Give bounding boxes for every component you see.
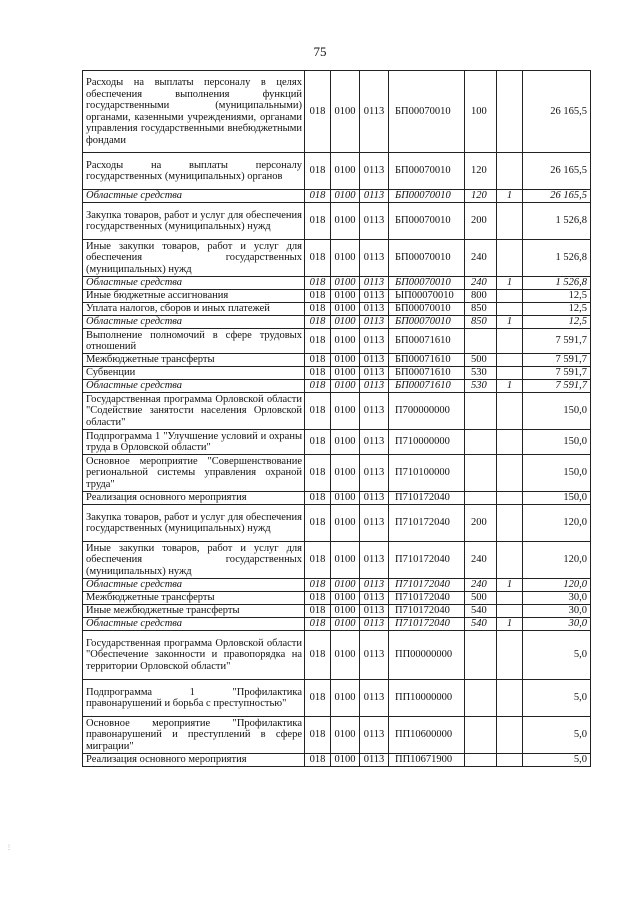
- row-target-article: БП00070010: [389, 240, 465, 277]
- row-amount: 26 165,5: [523, 190, 591, 203]
- row-section-code: 0100: [331, 393, 360, 430]
- row-description: Областные средства: [83, 277, 305, 290]
- row-subsection-code: 0113: [360, 618, 389, 631]
- row-section-code: 0100: [331, 190, 360, 203]
- row-funding-source: [497, 605, 523, 618]
- table-row: [83, 290, 591, 303]
- row-expense-type: 240: [465, 277, 497, 290]
- row-ministry-code: 018: [305, 430, 331, 455]
- row-expense-type: 500: [465, 354, 497, 367]
- row-section-code: 0100: [331, 430, 360, 455]
- row-section-code: 0100: [331, 542, 360, 579]
- row-description: Областные средства: [83, 316, 305, 329]
- row-subsection-code: 0113: [360, 354, 389, 367]
- row-ministry-code: 018: [305, 290, 331, 303]
- row-subsection-code: 0113: [360, 290, 389, 303]
- table-row: [83, 542, 591, 579]
- table-row: [83, 303, 591, 316]
- regional-funds-row: [83, 277, 591, 290]
- row-target-article: П710100000: [389, 455, 465, 492]
- row-target-article: П710000000: [389, 430, 465, 455]
- row-description: Расходы на выплаты персоналу в целях обеспечения выполнения функций государственными (муниципальными) органами, казенными учреждениями, органами управления государственными внебюджетными фондами: [83, 71, 305, 153]
- row-amount: 150,0: [523, 492, 591, 505]
- row-ministry-code: 018: [305, 190, 331, 203]
- row-description: Реализация основного мероприятия: [83, 492, 305, 505]
- row-subsection-code: 0113: [360, 393, 389, 430]
- row-section-code: 0100: [331, 240, 360, 277]
- row-expense-type: 540: [465, 618, 497, 631]
- row-section-code: 0100: [331, 290, 360, 303]
- row-subsection-code: 0113: [360, 592, 389, 605]
- row-target-article: П700000000: [389, 393, 465, 430]
- row-section-code: 0100: [331, 680, 360, 717]
- row-funding-source: [497, 430, 523, 455]
- table-row: [83, 592, 591, 605]
- row-funding-source: [497, 455, 523, 492]
- row-target-article: БП00071610: [389, 380, 465, 393]
- row-ministry-code: 018: [305, 592, 331, 605]
- row-expense-type: 240: [465, 240, 497, 277]
- row-target-article: П710172040: [389, 592, 465, 605]
- table-row: [83, 153, 591, 190]
- row-expense-type: [465, 754, 497, 767]
- row-section-code: 0100: [331, 754, 360, 767]
- row-funding-source: [497, 153, 523, 190]
- row-description: Иные закупки товаров, работ и услуг для обеспечения государственных (муниципальных) нужд: [83, 542, 305, 579]
- row-ministry-code: 018: [305, 71, 331, 153]
- row-funding-source: [497, 542, 523, 579]
- row-description: Областные средства: [83, 579, 305, 592]
- row-ministry-code: 018: [305, 316, 331, 329]
- row-expense-type: 240: [465, 579, 497, 592]
- row-expense-type: 540: [465, 605, 497, 618]
- row-amount: 7 591,7: [523, 354, 591, 367]
- row-section-code: 0100: [331, 277, 360, 290]
- row-subsection-code: 0113: [360, 754, 389, 767]
- row-description: Областные средства: [83, 618, 305, 631]
- row-section-code: 0100: [331, 505, 360, 542]
- table-row: [83, 367, 591, 380]
- row-target-article: П710172040: [389, 605, 465, 618]
- budget-table: [82, 70, 591, 767]
- row-subsection-code: 0113: [360, 717, 389, 754]
- row-description: Иные бюджетные ассигнования: [83, 290, 305, 303]
- row-target-article: БП00070010: [389, 190, 465, 203]
- row-subsection-code: 0113: [360, 316, 389, 329]
- row-expense-type: 530: [465, 380, 497, 393]
- row-ministry-code: 018: [305, 153, 331, 190]
- row-subsection-code: 0113: [360, 303, 389, 316]
- row-target-article: БП00071610: [389, 367, 465, 380]
- row-amount: 120,0: [523, 542, 591, 579]
- row-funding-source: 1: [497, 618, 523, 631]
- row-ministry-code: 018: [305, 240, 331, 277]
- row-target-article: БП00070010: [389, 153, 465, 190]
- row-expense-type: [465, 492, 497, 505]
- row-target-article: П710172040: [389, 618, 465, 631]
- row-section-code: 0100: [331, 329, 360, 354]
- row-expense-type: [465, 631, 497, 680]
- row-amount: 5,0: [523, 631, 591, 680]
- row-expense-type: 100: [465, 71, 497, 153]
- row-expense-type: [465, 393, 497, 430]
- row-target-article: БП00070010: [389, 71, 465, 153]
- row-ministry-code: 018: [305, 618, 331, 631]
- row-ministry-code: 018: [305, 631, 331, 680]
- row-ministry-code: 018: [305, 354, 331, 367]
- row-section-code: 0100: [331, 631, 360, 680]
- table-row: [83, 631, 591, 680]
- row-funding-source: 1: [497, 316, 523, 329]
- row-target-article: ЫП00070010: [389, 290, 465, 303]
- row-expense-type: 240: [465, 542, 497, 579]
- row-amount: 7 591,7: [523, 380, 591, 393]
- table-row: [83, 393, 591, 430]
- row-subsection-code: 0113: [360, 680, 389, 717]
- row-subsection-code: 0113: [360, 430, 389, 455]
- row-amount: 12,5: [523, 303, 591, 316]
- row-amount: 1 526,8: [523, 277, 591, 290]
- row-funding-source: [497, 367, 523, 380]
- table-row: [83, 71, 591, 153]
- row-subsection-code: 0113: [360, 203, 389, 240]
- row-funding-source: [497, 303, 523, 316]
- row-target-article: БП00070010: [389, 277, 465, 290]
- row-subsection-code: 0113: [360, 277, 389, 290]
- row-funding-source: [497, 592, 523, 605]
- row-section-code: 0100: [331, 153, 360, 190]
- row-expense-type: [465, 329, 497, 354]
- row-amount: 120,0: [523, 505, 591, 542]
- row-description: Уплата налогов, сборов и иных платежей: [83, 303, 305, 316]
- row-amount: 12,5: [523, 290, 591, 303]
- row-ministry-code: 018: [305, 680, 331, 717]
- row-amount: 5,0: [523, 754, 591, 767]
- row-description: Основное мероприятие "Профилактика правонарушений и преступлений в сфере миграции": [83, 717, 305, 754]
- row-expense-type: 120: [465, 190, 497, 203]
- table-row: [83, 240, 591, 277]
- row-amount: 1 526,8: [523, 240, 591, 277]
- row-description: Межбюджетные трансферты: [83, 592, 305, 605]
- row-section-code: 0100: [331, 592, 360, 605]
- row-expense-type: [465, 430, 497, 455]
- row-funding-source: [497, 754, 523, 767]
- regional-funds-row: [83, 190, 591, 203]
- row-description: Подпрограмма 1 "Улучшение условий и охраны труда в Орловской области": [83, 430, 305, 455]
- row-description: Иные закупки товаров, работ и услуг для обеспечения государственных (муниципальных) нужд: [83, 240, 305, 277]
- row-funding-source: [497, 680, 523, 717]
- row-expense-type: [465, 455, 497, 492]
- row-funding-source: 1: [497, 579, 523, 592]
- row-target-article: БП00070010: [389, 203, 465, 240]
- row-amount: 30,0: [523, 618, 591, 631]
- row-subsection-code: 0113: [360, 329, 389, 354]
- row-expense-type: 850: [465, 316, 497, 329]
- row-amount: 5,0: [523, 717, 591, 754]
- row-subsection-code: 0113: [360, 492, 389, 505]
- row-ministry-code: 018: [305, 455, 331, 492]
- row-expense-type: [465, 717, 497, 754]
- row-section-code: 0100: [331, 203, 360, 240]
- row-description: Областные средства: [83, 380, 305, 393]
- row-description: Подпрограмма 1 "Профилактика правонарушений и борьба с преступностью": [83, 680, 305, 717]
- table-row: [83, 492, 591, 505]
- row-amount: 12,5: [523, 316, 591, 329]
- row-expense-type: 120: [465, 153, 497, 190]
- row-ministry-code: 018: [305, 329, 331, 354]
- row-description: Государственная программа Орловской области "Обеспечение законности и правопорядка на территории Орловской области": [83, 631, 305, 680]
- row-ministry-code: 018: [305, 393, 331, 430]
- row-expense-type: 500: [465, 592, 497, 605]
- row-expense-type: 200: [465, 203, 497, 240]
- row-funding-source: [497, 203, 523, 240]
- table-row: [83, 605, 591, 618]
- row-description: Реализация основного мероприятия: [83, 754, 305, 767]
- row-expense-type: 800: [465, 290, 497, 303]
- row-section-code: 0100: [331, 618, 360, 631]
- row-funding-source: [497, 290, 523, 303]
- row-funding-source: [497, 505, 523, 542]
- row-description: Государственная программа Орловской области "Содействие занятости населения Орловской области": [83, 393, 305, 430]
- row-amount: 26 165,5: [523, 71, 591, 153]
- regional-funds-row: [83, 380, 591, 393]
- row-target-article: П710172040: [389, 542, 465, 579]
- row-target-article: ПП00000000: [389, 631, 465, 680]
- row-target-article: П710172040: [389, 579, 465, 592]
- row-target-article: П710172040: [389, 505, 465, 542]
- row-section-code: 0100: [331, 492, 360, 505]
- row-description: Закупка товаров, работ и услуг для обеспечения государственных (муниципальных) нужд: [83, 505, 305, 542]
- row-description: Субвенции: [83, 367, 305, 380]
- row-ministry-code: 018: [305, 367, 331, 380]
- table-row: [83, 754, 591, 767]
- row-ministry-code: 018: [305, 203, 331, 240]
- row-funding-source: [497, 71, 523, 153]
- row-funding-source: 1: [497, 277, 523, 290]
- row-description: Закупка товаров, работ и услуг для обеспечения государственных (муниципальных) нужд: [83, 203, 305, 240]
- row-description: Основное мероприятие "Совершенствование региональной системы управления охраной труда": [83, 455, 305, 492]
- row-ministry-code: 018: [305, 717, 331, 754]
- row-subsection-code: 0113: [360, 240, 389, 277]
- row-ministry-code: 018: [305, 754, 331, 767]
- table-row: [83, 354, 591, 367]
- row-target-article: П710172040: [389, 492, 465, 505]
- row-expense-type: [465, 680, 497, 717]
- row-description: Областные средства: [83, 190, 305, 203]
- row-amount: 150,0: [523, 393, 591, 430]
- row-subsection-code: 0113: [360, 505, 389, 542]
- row-subsection-code: 0113: [360, 153, 389, 190]
- row-subsection-code: 0113: [360, 380, 389, 393]
- row-amount: 1 526,8: [523, 203, 591, 240]
- row-section-code: 0100: [331, 579, 360, 592]
- row-description: Выполнение полномочий в сфере трудовых отношений: [83, 329, 305, 354]
- scan-artifact: ⋮: [6, 845, 12, 851]
- row-section-code: 0100: [331, 354, 360, 367]
- row-section-code: 0100: [331, 380, 360, 393]
- row-amount: 5,0: [523, 680, 591, 717]
- row-funding-source: 1: [497, 190, 523, 203]
- row-ministry-code: 018: [305, 505, 331, 542]
- row-subsection-code: 0113: [360, 455, 389, 492]
- row-description: Расходы на выплаты персоналу государственных (муниципальных) органов: [83, 153, 305, 190]
- row-amount: 30,0: [523, 592, 591, 605]
- table-row: [83, 455, 591, 492]
- row-ministry-code: 018: [305, 277, 331, 290]
- budget-table-body: [83, 71, 591, 767]
- row-subsection-code: 0113: [360, 71, 389, 153]
- row-target-article: ПП10000000: [389, 680, 465, 717]
- row-section-code: 0100: [331, 605, 360, 618]
- row-funding-source: [497, 631, 523, 680]
- row-target-article: ПП10671900: [389, 754, 465, 767]
- row-target-article: БП00070010: [389, 303, 465, 316]
- row-description: Межбюджетные трансферты: [83, 354, 305, 367]
- row-amount: 7 591,7: [523, 367, 591, 380]
- row-funding-source: [497, 393, 523, 430]
- row-target-article: ПП10600000: [389, 717, 465, 754]
- row-funding-source: [497, 240, 523, 277]
- row-section-code: 0100: [331, 367, 360, 380]
- row-funding-source: [497, 717, 523, 754]
- row-ministry-code: 018: [305, 380, 331, 393]
- row-ministry-code: 018: [305, 605, 331, 618]
- row-description: Иные межбюджетные трансферты: [83, 605, 305, 618]
- row-funding-source: [497, 329, 523, 354]
- row-funding-source: [497, 492, 523, 505]
- row-section-code: 0100: [331, 316, 360, 329]
- row-ministry-code: 018: [305, 303, 331, 316]
- row-target-article: БП00070010: [389, 316, 465, 329]
- row-subsection-code: 0113: [360, 605, 389, 618]
- row-amount: 150,0: [523, 455, 591, 492]
- row-section-code: 0100: [331, 71, 360, 153]
- row-section-code: 0100: [331, 455, 360, 492]
- row-section-code: 0100: [331, 717, 360, 754]
- table-row: [83, 680, 591, 717]
- row-target-article: БП00071610: [389, 329, 465, 354]
- row-subsection-code: 0113: [360, 190, 389, 203]
- row-amount: 7 591,7: [523, 329, 591, 354]
- row-expense-type: 850: [465, 303, 497, 316]
- row-funding-source: [497, 354, 523, 367]
- row-expense-type: 200: [465, 505, 497, 542]
- row-expense-type: 530: [465, 367, 497, 380]
- table-row: [83, 505, 591, 542]
- regional-funds-row: [83, 316, 591, 329]
- row-subsection-code: 0113: [360, 631, 389, 680]
- row-ministry-code: 018: [305, 492, 331, 505]
- row-amount: 26 165,5: [523, 153, 591, 190]
- row-subsection-code: 0113: [360, 367, 389, 380]
- row-ministry-code: 018: [305, 542, 331, 579]
- regional-funds-row: [83, 579, 591, 592]
- table-row: [83, 203, 591, 240]
- page-number: 75: [313, 44, 327, 59]
- row-funding-source: 1: [497, 380, 523, 393]
- table-row: [83, 717, 591, 754]
- table-row: [83, 329, 591, 354]
- row-subsection-code: 0113: [360, 542, 389, 579]
- row-subsection-code: 0113: [360, 579, 389, 592]
- row-amount: 30,0: [523, 605, 591, 618]
- table-row: [83, 430, 591, 455]
- row-ministry-code: 018: [305, 579, 331, 592]
- row-amount: 120,0: [523, 579, 591, 592]
- row-amount: 150,0: [523, 430, 591, 455]
- row-section-code: 0100: [331, 303, 360, 316]
- regional-funds-row: [83, 618, 591, 631]
- row-target-article: БП00071610: [389, 354, 465, 367]
